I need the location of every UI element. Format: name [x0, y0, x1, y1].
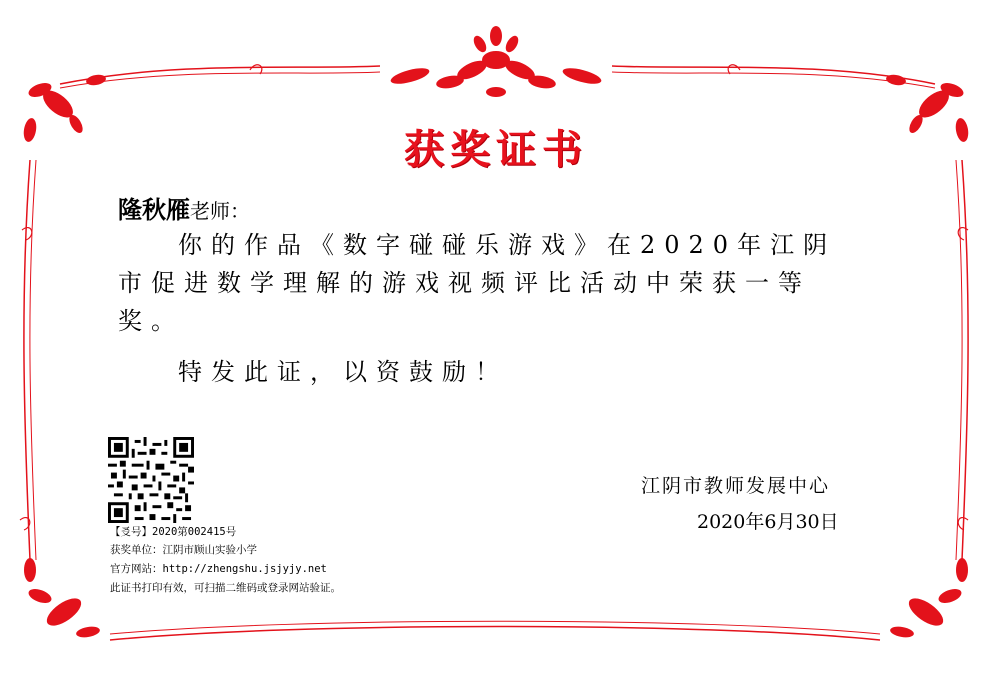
award-unit: 获奖单位：江阴市顾山实验小学 [110, 544, 257, 556]
qr-code-icon [108, 437, 194, 523]
body-line-2: 市促进数学理解的游戏视频评比活动中荣获一等 [118, 269, 811, 297]
verification-note: 此证书打印有效，可扫描二维码或登录网站验证。 [110, 582, 341, 594]
certificate-title: 获奖证书 [404, 126, 588, 173]
official-website: 官方网站：http://zhengshu.jsjyjy.net [110, 563, 327, 575]
recipient-suffix: 老师： [190, 199, 250, 223]
body-line-3: 奖。 [118, 307, 184, 335]
certificate-body [118, 226, 858, 340]
closing-text: 特发此证，以资鼓励！ [178, 358, 508, 386]
cert-number: 【㕛号】2020第002415号 [110, 526, 237, 538]
issue-date: 2020年6月30日 [697, 511, 839, 533]
body-line-1: 你的作品《数字碰碰乐游戏》在2020年江阴 [178, 231, 837, 259]
recipient-line [118, 190, 250, 225]
recipient-name: 隆秋雁 [118, 196, 190, 224]
issuer: 江阴市教师发展中心 [641, 475, 831, 497]
